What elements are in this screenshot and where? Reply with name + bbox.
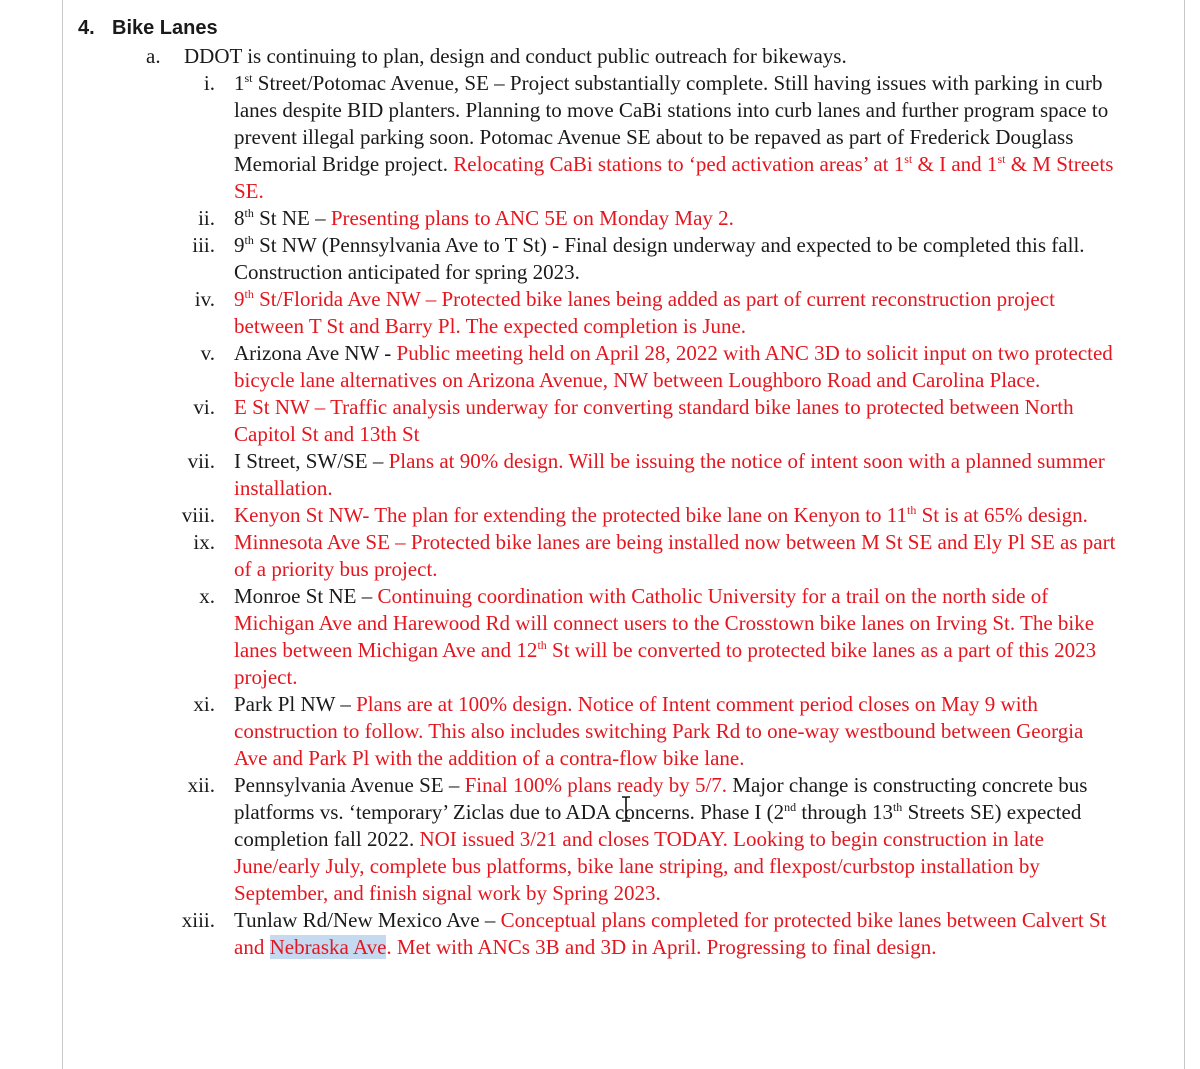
text-run: & I and 1 [912, 152, 998, 176]
text-run: Final 100% plans ready by 5/7. [464, 773, 728, 797]
text-run: th [244, 206, 254, 220]
list-item-text [234, 232, 1119, 286]
text-run: th [537, 638, 547, 652]
list-item-number: vii. [187, 449, 215, 473]
text-run: I Street, SW/SE – [234, 449, 389, 473]
text-run: Park Pl NW – [234, 692, 357, 716]
text-run: Street/Potomac Avenue, SE – Project substantially complete. Still having issues with parking in curb lanes despite BID planters. Planning to move CaBi stations into curb lanes and further program space to prevent illegal parking soon. Potomac Avenue SE about to be repaved as part of Frederick Douglass Memorial Bridge project. [234, 71, 1109, 176]
text-run: 9 [234, 233, 245, 257]
text-run: St NE – [253, 206, 331, 230]
text-run: Monroe St NE – [234, 584, 378, 608]
list-item-number: xii. [187, 773, 215, 797]
text-run: st [244, 71, 253, 85]
list-item-text [234, 529, 1119, 583]
list-item-number: xi. [193, 692, 215, 716]
text-run: Conceptual plans completed for protected bike lanes between Calvert St and [234, 908, 1107, 959]
list-item-number: ix. [193, 530, 215, 554]
list-item-number: xiii. [181, 908, 215, 932]
section-number: 4. [78, 17, 95, 39]
list-item [0, 286, 1200, 340]
text-run: th [244, 233, 254, 247]
text-run: . Met with ANCs 3B and 3D in April. Progressing to final design. [386, 935, 937, 959]
list-item-text [234, 394, 1119, 448]
text-run: st [904, 152, 913, 166]
text-run: Pennsylvania Avenue SE – [234, 773, 465, 797]
list-item-number: iv. [194, 287, 215, 311]
text-run: St/Florida Ave NW – Protected bike lanes being added as part of current reconstruction project between T St and Barry Pl. The expected completion is June. [234, 287, 1055, 338]
text-run: th [907, 503, 917, 517]
text-run: St will be converted to protected bike lanes as a part of this 2023 project. [234, 638, 1097, 689]
text-run: Presenting plans to ANC 5E on Monday May 2. [330, 206, 734, 230]
text-run: E St NW – Traffic analysis underway for converting standard bike lanes to protected between North Capitol St and 13th St [234, 395, 1074, 446]
text-run: Arizona Ave NW - [234, 341, 397, 365]
list-item [0, 232, 1200, 286]
text-run: NOI issued 3/21 and closes TODAY. Looking to begin construction in late June/early July, complete bus platforms, bike lane striping, and flexpost/curbstop installation by September, and finish signal work by Spring 2023. [234, 827, 1044, 905]
text-run: Minnesota Ave SE – Protected bike lanes are being installed now between M St SE and Ely Pl SE as part of a priority bus project. [234, 530, 1116, 581]
text-run: Plans are at 100% design. Notice of Intent comment period closes on May 9 with construction to follow. This also includes switching Park Rd to one-way westbound between Georgia Ave and Park Pl with the addition of a contra-flow bike lane. [234, 692, 1084, 770]
list-item-number: x. [199, 584, 215, 608]
list-item-number: vi. [193, 395, 215, 419]
subsection-text: DDOT is continuing to plan, design and conduct public outreach for bikeways. [184, 44, 847, 68]
list-item-text [234, 448, 1119, 502]
text-run: 1 [234, 71, 245, 95]
list-item-text [234, 205, 1119, 232]
list-item-number: i. [203, 71, 215, 95]
subsection-a [146, 43, 847, 70]
text-run: 9 [234, 287, 245, 311]
section-title: Bike Lanes [112, 17, 218, 39]
list-item [0, 502, 1200, 529]
list-item-text [234, 340, 1119, 394]
list-item-number: iii. [192, 233, 215, 257]
text-run: Streets SE) expected completion fall 2022. [234, 800, 1082, 851]
list-item [0, 205, 1200, 232]
bike-lane-project-list [0, 70, 1200, 961]
text-run: 8 [234, 206, 245, 230]
list-item-text [234, 691, 1119, 772]
highlighted-text: Nebraska Ave [269, 935, 387, 959]
text-run: st [997, 152, 1006, 166]
list-item [0, 529, 1200, 583]
list-item [0, 691, 1200, 772]
section-heading [78, 14, 218, 42]
list-item [0, 583, 1200, 691]
text-run: Tunlaw Rd/New Mexico Ave – [234, 908, 501, 932]
text-run: Kenyon St NW- The plan for extending the protected bike lane on Kenyon to 11 [234, 503, 907, 527]
list-item-text [234, 286, 1119, 340]
text-run: St is at 65% design. [916, 503, 1088, 527]
list-item-text [234, 772, 1119, 907]
list-item-text [234, 907, 1119, 961]
list-item-text [234, 502, 1119, 529]
list-item-number: v. [200, 341, 215, 365]
list-item-number: viii. [181, 503, 215, 527]
text-run: th [244, 287, 254, 301]
text-run: Plans at 90% design. Will be issuing the notice of intent soon with a planned summer installation. [234, 449, 1105, 500]
list-item-number: ii. [198, 206, 215, 230]
list-item [0, 448, 1200, 502]
text-run: Major change is constructing concrete bus platforms vs. ‘temporary’ Ziclas due to ADA concerns. Phase I (2 [234, 773, 1088, 824]
text-cursor-icon [620, 796, 632, 822]
list-item [0, 394, 1200, 448]
list-item [0, 70, 1200, 205]
text-run: Relocating CaBi stations to ‘ped activation areas’ at 1 [453, 152, 905, 176]
text-run: th [892, 800, 903, 814]
text-run: through 13 [796, 800, 893, 824]
list-item-text [234, 583, 1119, 691]
list-item [0, 340, 1200, 394]
list-item-text [234, 70, 1119, 205]
text-run: & M Streets SE. [234, 152, 1114, 203]
text-run: Public meeting held on April 28, 2022 with ANC 3D to solicit input on two protected bicycle lane alternatives on Arizona Avenue, NW between Loughboro Road and Carolina Place. [234, 341, 1113, 392]
text-run: Continuing coordination with Catholic University for a trail on the north side of Michigan Ave and Harewood Rd will connect users to the Crosstown bike lanes on Irving St. The bike lanes between Michigan Ave and 12 [234, 584, 1095, 662]
text-run: nd [784, 800, 797, 814]
list-item [0, 772, 1200, 907]
subsection-marker: a. [146, 44, 161, 68]
list-item [0, 907, 1200, 961]
text-run: St NW (Pennsylvania Ave to T St) - Final design underway and expected to be completed this fall. Construction anticipated for spring 2023. [234, 233, 1085, 284]
